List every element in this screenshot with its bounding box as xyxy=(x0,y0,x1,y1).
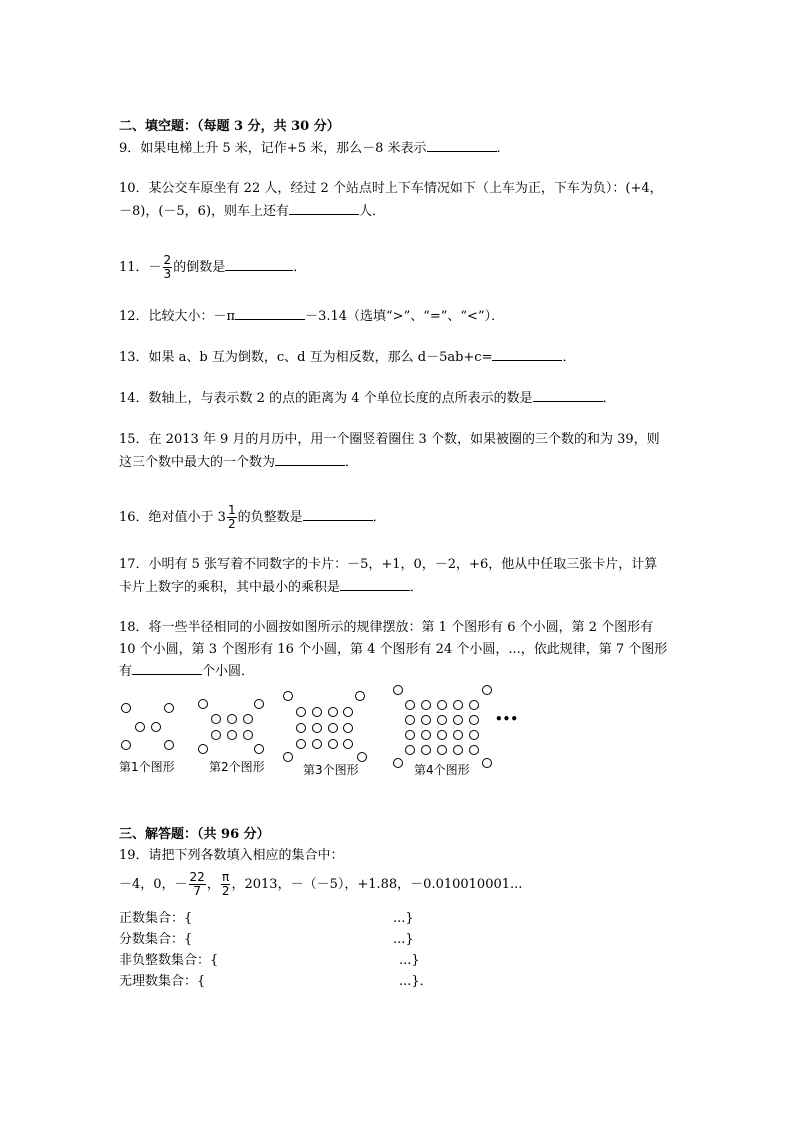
question-13: 13．如果 a、b 互为倒数，c、d 互为相反数，那么 d－5ab+c= ． xyxy=(119,350,576,365)
fraction-1-2: $\frac{1}{2}$ xyxy=(227,503,236,531)
circle xyxy=(199,745,208,754)
circle xyxy=(329,708,338,717)
figure-1-circles xyxy=(122,704,174,750)
circle xyxy=(244,731,253,740)
figure-3-caption: 第3个图形 xyxy=(303,763,359,777)
circle xyxy=(438,731,447,740)
circle xyxy=(165,741,174,750)
circle xyxy=(152,723,161,732)
question-15-line1: 15．在 2013 年 9 月的月历中，用一个圈竖着圈住 3 个数，如果被圈的三个数的和为 39，则 xyxy=(119,432,660,447)
question-11: 11．－ $\frac{2}{3}$ 的倒数是 ． xyxy=(119,253,307,281)
question-15-line2: 这三个数中最大的一个数为 ． xyxy=(119,455,359,470)
circle xyxy=(313,740,322,749)
circle xyxy=(228,731,237,740)
circle xyxy=(356,692,365,701)
set-irrational[interactable]: 无理数集合：{ ...}． xyxy=(119,974,433,989)
figure-2-circles xyxy=(199,700,264,754)
circle xyxy=(470,716,479,725)
circle xyxy=(358,753,367,762)
circle xyxy=(406,716,415,725)
circle xyxy=(438,746,447,755)
fraction-pi-2: $\frac{\pi}{2}$ xyxy=(221,870,230,898)
question-10-line2: －8)，(－5，6)，则车上还有 人． xyxy=(119,204,386,219)
circle xyxy=(329,740,338,749)
circle xyxy=(313,708,322,717)
circle xyxy=(406,701,415,710)
circle xyxy=(255,745,264,754)
circle xyxy=(470,701,479,710)
question-9: 9．如果电梯上升 5 米，记作+5 米，那么－8 米表示 ． xyxy=(119,141,510,156)
circle xyxy=(199,700,208,709)
circle xyxy=(422,731,431,740)
question-10-line1: 10．某公交车原坐有 22 人，经过 2 个站点时上下车情况如下（上车为正，下车为负）：(+4， xyxy=(119,181,663,196)
circle xyxy=(406,746,415,755)
circle xyxy=(422,701,431,710)
question-12: 12．比较大小：－π －3.14（选填“>”、“=”、“<”）． xyxy=(119,309,505,324)
circle xyxy=(422,716,431,725)
question-18-line1: 18．将一些半径相同的小圆按如图所示的规律摆放：第 1 个图形有 6 个小圆，第 2 个图形有 xyxy=(119,620,654,635)
circle xyxy=(454,746,463,755)
circle xyxy=(454,716,463,725)
circle xyxy=(454,731,463,740)
q9-text: 9．如果电梯上升 5 米，记作+5 米，那么－8 米表示 xyxy=(119,141,427,156)
circle xyxy=(438,716,447,725)
figure-ellipsis: ••• xyxy=(495,712,519,726)
circle xyxy=(136,723,145,732)
circle xyxy=(284,692,293,701)
circle xyxy=(297,740,306,749)
figure-4-circles xyxy=(394,686,492,768)
circle xyxy=(394,686,403,695)
figure-4-caption: 第4个图形 xyxy=(414,763,470,777)
circle xyxy=(483,686,492,695)
fraction-2-3: $\frac{2}{3}$ xyxy=(163,253,172,281)
section3-title: 三、解答题：（共 96 分） xyxy=(119,827,270,842)
circle xyxy=(344,708,353,717)
circle xyxy=(122,704,131,713)
circle xyxy=(212,715,221,724)
question-16: 16．绝对值小于 3 $\frac{1}{2}$ 的负整数是 ． xyxy=(119,503,386,531)
circle xyxy=(406,731,415,740)
fraction-22-7: $\frac{22}{7}$ xyxy=(189,870,205,898)
figure-1-caption: 第1个图形 xyxy=(119,760,175,774)
question-19: 19．请把下列各数填入相应的集合中： xyxy=(119,848,344,863)
circle xyxy=(255,700,264,709)
circle xyxy=(297,724,306,733)
circle xyxy=(470,746,479,755)
circle xyxy=(483,759,492,768)
question-19-numbers: －4，0，－ $\frac{22}{7}$ ， $\frac{\pi}{2}$ ，2013，－（－5），+1.88，－0.010010001... xyxy=(119,870,523,898)
question-17-line1: 17．小明有 5 张写着不同数字的卡片：－5，+1，0，－2，+6，他从中任取三张卡片，计算 xyxy=(119,557,658,572)
circle xyxy=(344,740,353,749)
figure-3-circles xyxy=(284,692,367,762)
circle xyxy=(394,759,403,768)
circle xyxy=(297,708,306,717)
question-18-line3: 有 个小圆． xyxy=(119,664,255,679)
circle xyxy=(228,715,237,724)
circle xyxy=(165,704,174,713)
circle xyxy=(329,724,338,733)
question-14: 14．数轴上，与表示数 2 的点的距离为 4 个单位长度的点所表示的数是 ． xyxy=(119,391,616,406)
circle xyxy=(422,746,431,755)
set-nonnegative-integer[interactable]: 非负整数集合：{ ...} xyxy=(119,953,420,968)
set-fraction[interactable]: 分数集合：{ ...} xyxy=(119,932,414,947)
circle xyxy=(122,741,131,750)
circle xyxy=(344,724,353,733)
question-17-line2: 卡片上数字的乘积，其中最小的乘积是 ． xyxy=(119,580,424,595)
circle xyxy=(284,753,293,762)
circle xyxy=(313,724,322,733)
set-positive[interactable]: 正数集合：{ ...} xyxy=(119,911,414,926)
question-18-line2: 10 个小圆，第 3 个图形有 16 个小圆，第 4 个图形有 24 个小圆，...，依此规律，第 7 个图形 xyxy=(119,642,668,657)
circle xyxy=(244,715,253,724)
circle xyxy=(454,701,463,710)
figure-2-caption: 第2个图形 xyxy=(209,760,265,774)
section2-title: 二、填空题：（每题 3 分，共 30 分） xyxy=(119,119,340,134)
circle xyxy=(470,731,479,740)
circle xyxy=(438,701,447,710)
circle xyxy=(212,731,221,740)
